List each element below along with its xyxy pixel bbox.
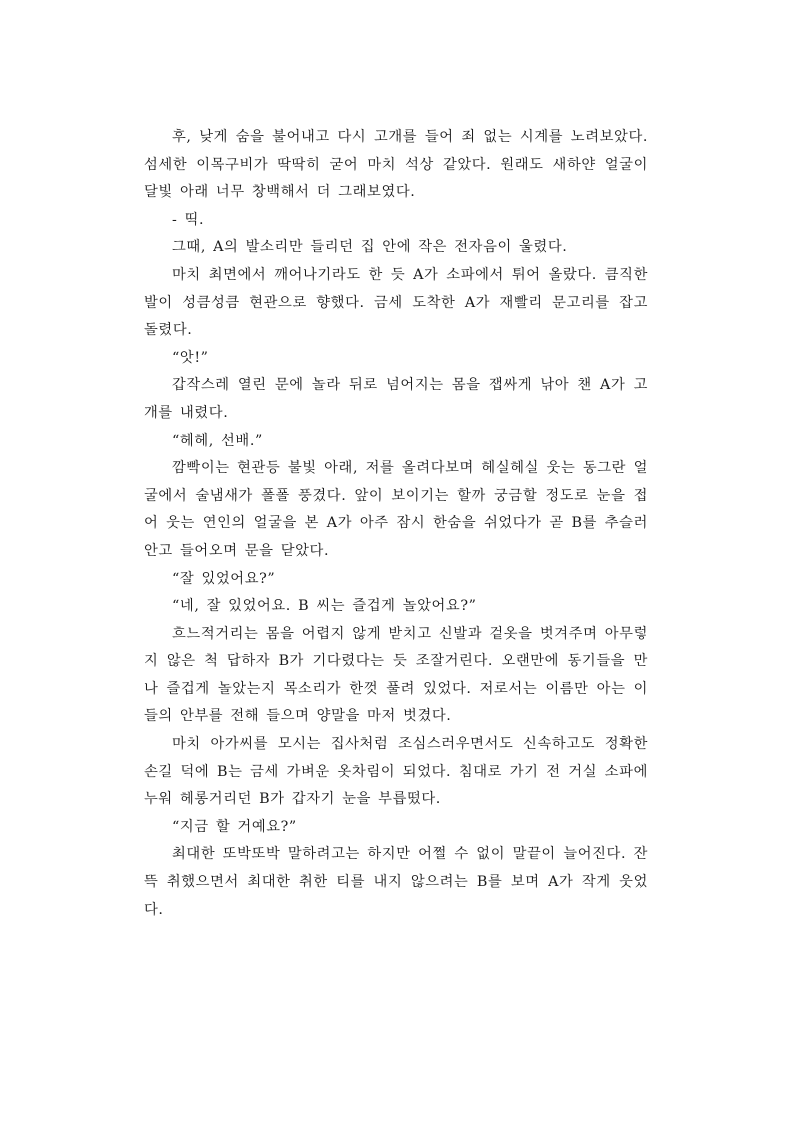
paragraph: 흐느적거리는 몸을 어렵지 않게 받치고 신발과 겉옷을 벗겨주며 아무렇지 않은 척 답하자 B가 기다렸다는 듯 조잘거린다. 오랜만에 동기들을 만나 즐겁게 놀았는지 목소리가 한껏 풀려 있었다. 저로서는 이름만 아는 이들의 안부를 전해 들으며 양말을 마저 벗겼다. <box>144 625 648 725</box>
paragraph: 마치 아가씨를 모시는 집사처럼 조심스러우면서도 신속하고도 정확한 손길 덕에 B는 금세 가벼운 옷차림이 되었다. 침대로 가기 전 거실 소파에 누워 헤롱거리던 B가 갑자기 눈을 부릅떴다. <box>144 736 648 808</box>
paragraph: 갑작스레 열린 문에 놀라 뒤로 넘어지는 몸을 잽싸게 낚아 챈 A가 고개를 내렸다. <box>144 377 648 421</box>
paragraph: “잘 있었어요?” <box>172 570 276 587</box>
paragraph: “네, 잘 있었어요. B 씨는 즐겁게 놀았어요?” <box>172 598 477 615</box>
paragraph: 깜빡이는 현관등 불빛 아래, 저를 올려다보며 헤실헤실 웃는 동그란 얼굴에서 술냄새가 폴폴 풍겼다. 앞이 보이기는 할까 궁금할 정도로 눈을 접어 웃는 연인의 얼굴을 본 A가 아주 잠시 한숨을 쉬었다가 곧 B를 추슬러 안고 들어오며 문을 닫았다. <box>144 460 648 559</box>
paragraph: 최대한 또박또박 말하려고는 하지만 어쩔 수 없이 말끝이 늘어진다. 잔뜩 취했으면서 최대한 취한 티를 내지 않으려는 B를 보며 A가 작게 웃었다. <box>144 846 648 918</box>
paragraph: - 띡. <box>172 211 205 228</box>
body-text <box>144 124 648 924</box>
paragraph: “헤헤, 선배.” <box>172 432 263 449</box>
paragraph: 그때, A의 발소리만 들리던 집 안에 작은 전자음이 울렸다. <box>172 239 568 256</box>
paragraph: “앗!” <box>172 349 209 366</box>
paragraph: “지금 할 거예요?” <box>172 818 297 835</box>
paragraph: 마치 최면에서 깨어나기라도 한 듯 A가 소파에서 튀어 올랐다. 큼직한 발이 성큼성큼 현관으로 향했다. 금세 도착한 A가 재빨리 문고리를 잡고 돌렸다. <box>144 266 648 339</box>
paragraph: 후, 낮게 숨을 불어내고 다시 고개를 들어 죄 없는 시계를 노려보았다. 섬세한 이목구비가 딱딱히 굳어 마치 석상 같았다. 원래도 새하얀 얼굴이 달빛 아래 너무 창백해서 더 그래보였다. <box>144 129 648 201</box>
